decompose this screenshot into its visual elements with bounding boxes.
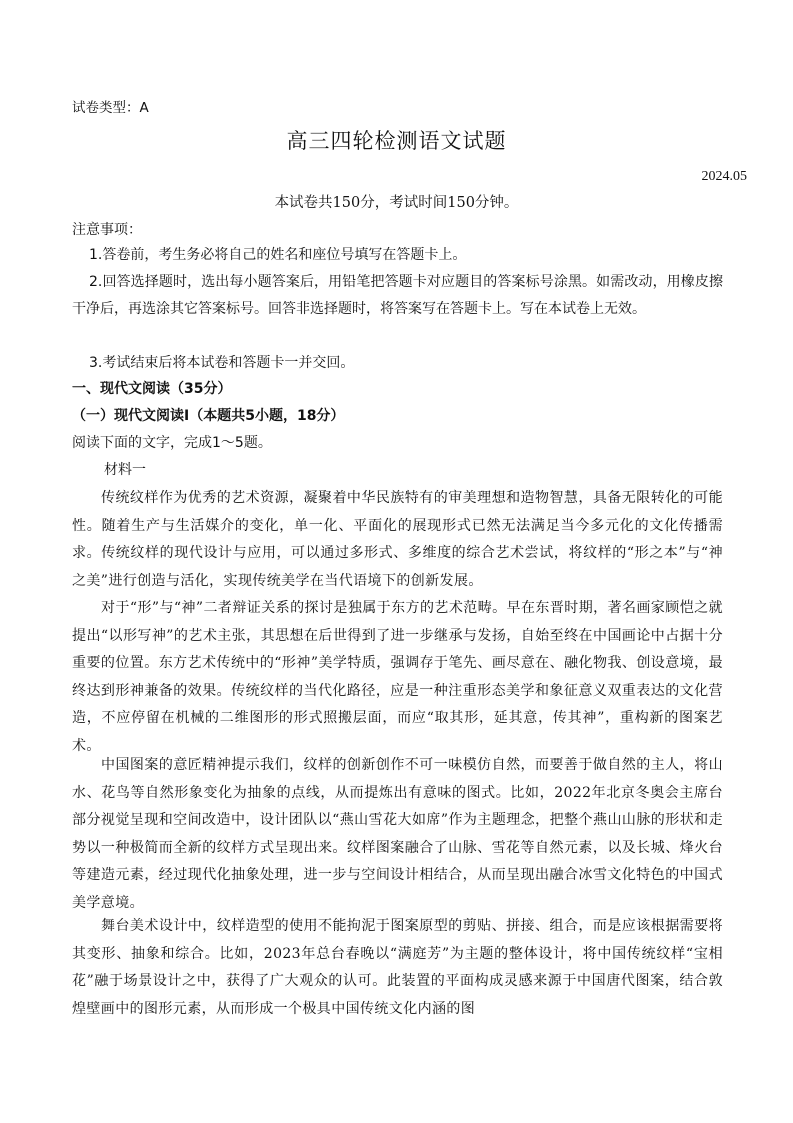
exam-info: 本试卷共150分，考试时间150分钟。	[274, 195, 519, 211]
body-paragraph: 中国图案的意匠精神提示我们，纹样的创新创作不可一味模仿自然，而要善于做自然的主人，将山水、花鸟等自然形象变化为抽象的点线，从而提炼出有意味的图式。比如，2022年北京冬奥会主席台部分视觉呈现和空间改造中，设计团队以“燕山雪花大如席”作为主题理念，把整个燕山山脉的形状和走势以一种极简而全新的纹样方式呈现出来。纹样图案融合了山脉、雪花等自然元素，以及长城、烽火台等建造元素，经过现代化抽象处理，进一步与空间设计相结合，从而呈现出融合冰雪文化特色的中国式美学意境。	[72, 757, 723, 911]
paper-type-label: 试卷类型：A	[72, 100, 149, 116]
reading-instruction: 阅读下面的文字，完成1～5题。	[72, 435, 272, 451]
notice-item: 1.答卷前，考生务必将自己的姓名和座位号填写在答题卡上。	[89, 247, 467, 263]
exam-date: 2024.05	[701, 169, 747, 184]
subsection-heading: （一）现代文阅读Ⅰ（本题共5小题，18分）	[72, 408, 345, 424]
body-paragraph: 对于“形”与“神”二者辩证关系的探讨是独属于东方的艺术范畴。早在东晋时期，著名画家顾恺之就提出“以形写神”的艺术主张，其思想在后世得到了进一步继承与发扬，自始至终在中国画论中占据十分重要的位置。东方艺术传统中的“形神”美学特质，强调存于笔先、画尽意在、融化物我、创设意境，最终达到形神兼备的效果。传统纹样的当代化路径，应是一种注重形态美学和象征意义双重表达的文化营造，不应停留在机械的二维图形的形式照搬层面，而应“取其形，延其意，传其神”，重构新的图案艺术。	[72, 600, 723, 754]
notice-item: 2.回答选择题时，选出每小题答案后，用铅笔把答题卡对应题目的答案标号涂黑。如需改动，用橡皮擦干净后，再选涂其它答案标号。回答非选择题时，将答案写在答题卡上。写在本试卷上无效。	[72, 274, 723, 317]
material-label: 材料一	[104, 462, 146, 478]
notice-item: 3.考试结束后将本试卷和答题卡一并交回。	[89, 355, 355, 371]
section-heading: 一、现代文阅读（35分）	[72, 381, 232, 397]
body-paragraph: 舞台美术设计中，纹样造型的使用不能拘泥于图案原型的剪贴、拼接、组合，而是应该根据需要将其变形、抽象和综合。比如，2023年总台春晚以“满庭芳”为主题的整体设计，将中国传统纹样“宝相花”融于场景设计之中，获得了广大观众的认可。此装置的平面构成灵感来源于中国唐代图案，结合敦煌壁画中的图形元素，从而形成一个极具中国传统文化内涵的图	[72, 918, 723, 1017]
notice-heading: 注意事项：	[72, 222, 142, 238]
page-title: 高三四轮检测语文试题	[286, 129, 507, 153]
body-paragraph: 传统纹样作为优秀的艺术资源，凝聚着中华民族特有的审美理想和造物智慧，具备无限转化的可能性。随着生产与生活媒介的变化，单一化、平面化的展现形式已然无法满足当今多元化的文化传播需求。传统纹样的现代设计与应用，可以通过多形式、多维度的综合艺术尝试，将纹样的“形之本”与“神之美”进行创造与活化，实现传统美学在当代语境下的创新发展。	[72, 490, 723, 589]
